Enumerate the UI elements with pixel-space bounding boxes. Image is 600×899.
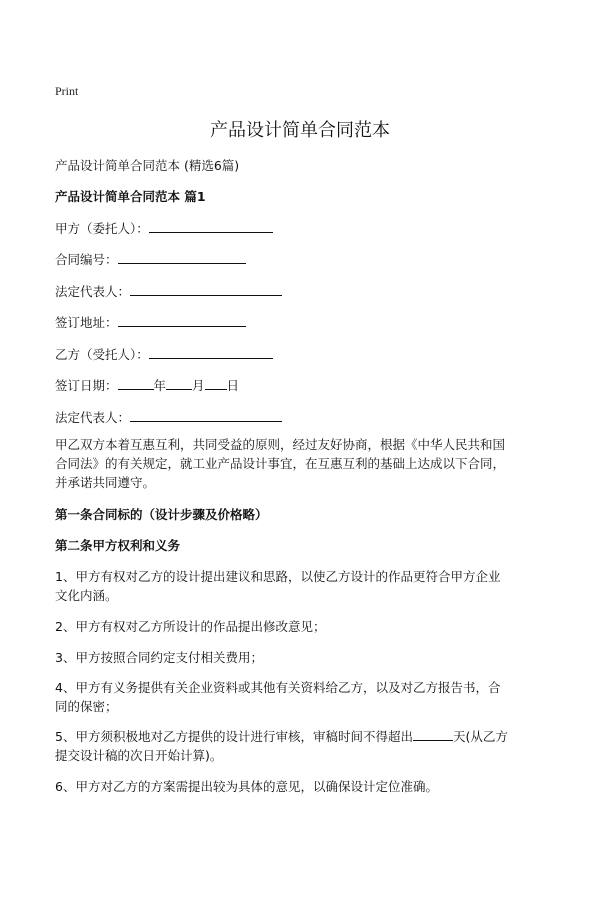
item-4-line: 同的保密；: [55, 699, 118, 714]
legal-rep-a-label: 法定代表人：: [55, 284, 131, 299]
intro-line: 甲乙双方本着互惠互利，共同受益的原则，经过友好协商，根据《中华人民共和国: [55, 437, 506, 452]
item-2: 2、甲方有权对乙方所设计的作品提出修改意见；: [55, 619, 326, 634]
article-2-heading: 第二条甲方权利和义务: [55, 538, 181, 553]
section-heading: 产品设计简单合同范本 篇1: [55, 189, 206, 204]
contract-no-field: [55, 250, 246, 268]
article-1-heading: 第一条合同标的（设计步骤及价格略）: [55, 507, 268, 522]
month-blank: [166, 377, 192, 390]
year-label: 年: [153, 378, 167, 393]
month-label: 月: [192, 378, 205, 393]
party-a-label: 甲方（委托人）：: [55, 221, 149, 236]
item-5-text: 5、甲方须积极地对乙方提供的设计进行审核，审稿时间不得超出: [55, 729, 413, 744]
sign-address-blank: [118, 314, 246, 327]
item-5-line: [55, 727, 550, 746]
year-blank: [118, 377, 154, 390]
item-4-line: 4、甲方有义务提供有关企业资料或其他有关资料给乙方，以及对乙方报告书，合: [55, 680, 501, 695]
party-a-field: [55, 219, 273, 237]
sign-date-label: 签订日期：: [55, 378, 118, 393]
day-blank: [205, 377, 227, 390]
intro-paragraph: [55, 435, 550, 492]
item-5-days-blank: [413, 728, 453, 741]
item-1-line: 文化内涵。: [55, 588, 118, 603]
party-b-blank: [149, 346, 273, 359]
print-label[interactable]: Print: [55, 84, 79, 98]
subtitle: 产品设计简单合同范本 (精选6篇): [55, 158, 240, 173]
party-a-blank: [149, 220, 273, 233]
item-5-line: 提交设计稿的次日开始计算)。: [55, 748, 223, 763]
item-3: 3、甲方按照合同约定支付相关费用；: [55, 650, 263, 665]
intro-line: 并承诺共同遵守。: [55, 475, 156, 490]
item-1: [55, 567, 550, 605]
intro-line: 合同法》的有关规定，就工业产品设计事宜，在互惠互利的基础上达成以下合同，: [55, 456, 506, 471]
item-6: 6、甲方对乙方的方案需提出较为具体的意见，以确保设计定位准确。: [55, 779, 438, 794]
day-label: 日: [226, 378, 240, 393]
legal-rep-b-label: 法定代表人：: [55, 410, 131, 425]
item-4: [55, 678, 550, 716]
item-5: [55, 727, 550, 765]
sign-address-field: [55, 313, 246, 331]
item-5-text-end: 天(从乙方: [452, 729, 508, 744]
legal-rep-a-field: [55, 282, 282, 300]
sign-address-label: 签订地址：: [55, 315, 118, 330]
contract-no-blank: [118, 251, 246, 264]
legal-rep-b-blank: [130, 409, 282, 422]
sign-date-field: [55, 376, 239, 394]
item-1-line: 1、甲方有权对乙方的设计提出建议和思路，以使乙方设计的作品更符合甲方企业: [55, 569, 501, 584]
party-b-label: 乙方（受托人）：: [55, 347, 149, 362]
page-title: 产品设计简单合同范本: [210, 120, 390, 141]
contract-no-label: 合同编号：: [55, 252, 118, 267]
party-b-field: [55, 345, 273, 363]
legal-rep-a-blank: [130, 283, 282, 296]
legal-rep-b-field: [55, 408, 282, 426]
